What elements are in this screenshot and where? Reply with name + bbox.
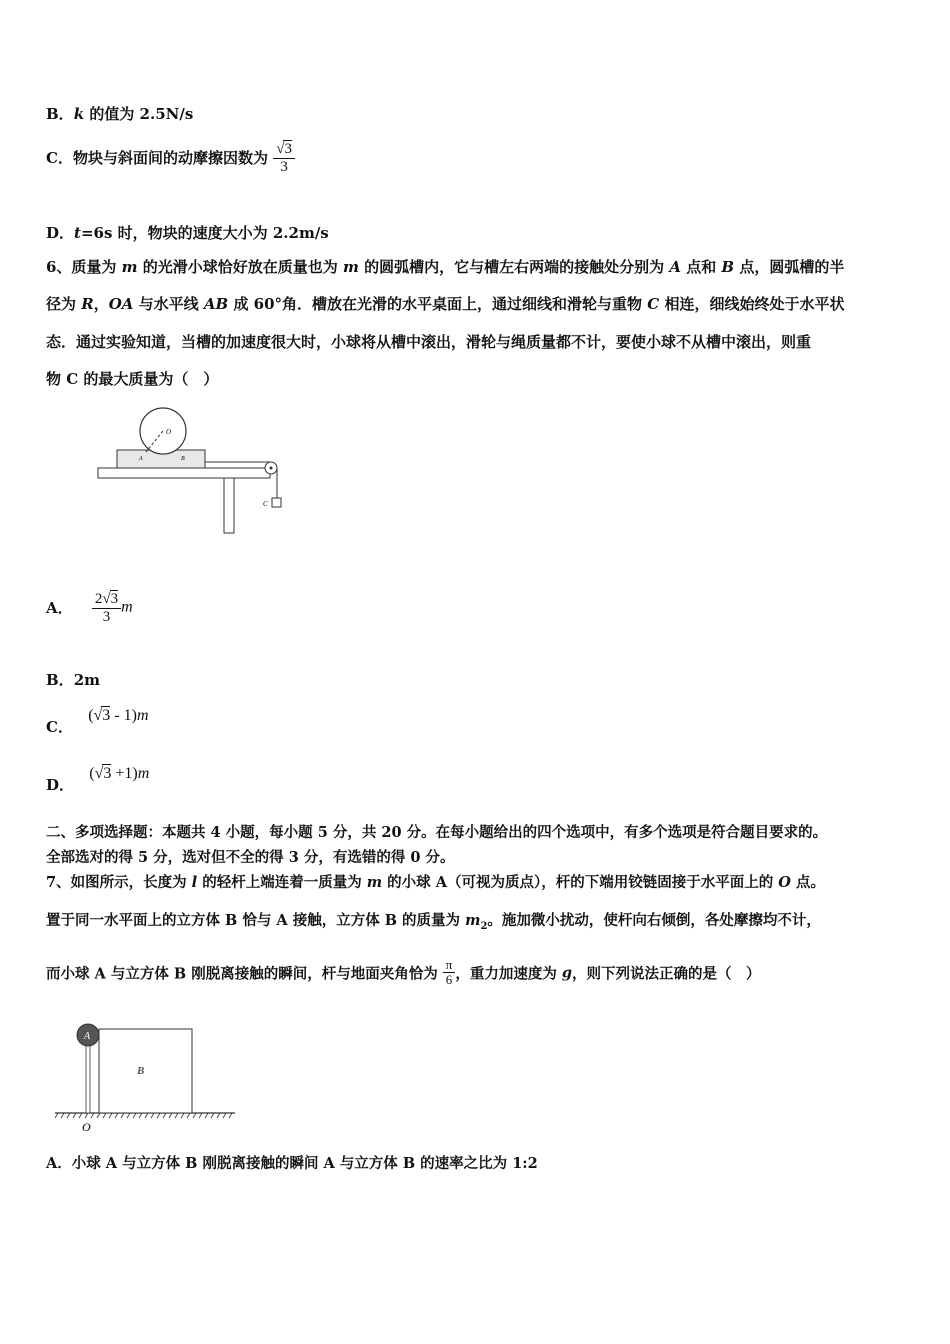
q6-stem-line1: 6、质量为 m 的光滑小球恰好放在质量也为 m 的圆弧槽内，它与槽左右两端的接触处分别为 A 点和 B 点，圆弧槽的半	[46, 258, 845, 276]
q5-option-b: B．k 的值为 2.5N/s	[46, 105, 194, 123]
q6-stem-line4: 物 C 的最大质量为（ ）	[46, 370, 219, 388]
label-a: A	[84, 1031, 91, 1042]
cube-b	[99, 1029, 192, 1113]
q7-stem-line2: 置于同一水平面上的立方体 B 恰与 A 接触，立方体 B 的质量为 $m_2$。施加微小扰动，使杆向右倾倒，各处摩擦均不计，	[46, 912, 821, 932]
q5-option-d: D．t=6s 时，物块的速度大小为 2.2m/s	[46, 224, 329, 242]
q6-stem-line3: 态．通过实验知道，当槽的加速度很大时，小球将从槽中滚出，滑轮与绳质量都不计，要使小球不从槽中滚出，则重	[46, 333, 812, 351]
q6-option-a: A． $\frac{2√3}{3}$ m	[46, 591, 133, 625]
weight-c	[272, 498, 281, 507]
q7-stem-line1: 7、如图所示，长度为 l 的轻杆上端连着一质量为 m 的小球 A（可视为质点），杆的下端用铰链固接于水平面上的 O 点。	[46, 874, 825, 891]
label-b: B	[137, 1065, 145, 1077]
rod	[86, 1044, 90, 1113]
section2-line1: 二、多项选择题：本题共 4 小题，每小题 5 分，共 20 分。在每小题给出的四个选项中，有多个选项是符合题目要求的。	[46, 824, 828, 841]
pulley-axle	[270, 467, 273, 470]
fraction-sqrt3-over-3: $\frac{√3}{3}$	[273, 140, 295, 175]
ground-hatching	[55, 1113, 232, 1118]
label-b: B	[181, 456, 185, 462]
fraction-pi-over-6: $\frac{\pi}{6}$	[443, 958, 456, 988]
q7-option-a: A．小球 A 与立方体 B 刚脱离接触的瞬间 A 与立方体 B 的速率之比为 1:2	[46, 1155, 538, 1172]
q6-option-c: C． (√3 - 1)m	[46, 707, 149, 736]
label-c: C	[263, 500, 268, 508]
label-a: A	[139, 456, 143, 462]
label-o: O	[166, 428, 172, 436]
fraction-2sqrt3-over-3: $\frac{2√3}{3}$	[92, 590, 121, 625]
table-top	[98, 468, 270, 478]
table-leg	[224, 478, 234, 533]
section2-line2: 全部选对的得 5 分，选对但不全的得 3 分，有选错的得 0 分。	[46, 849, 455, 866]
q5-option-c: C．物块与斜面间的动摩擦因数为 $\frac{√3}{3}$	[46, 140, 295, 175]
q6-option-b: B．2m	[46, 671, 100, 689]
q7-stem-line3: 而小球 A 与立方体 B 刚脱离接触的瞬间，杆与地面夹角恰为 $\frac{\pi}{6}$ ，重力加速度为 g，则下列说法正确的是（ ）	[46, 957, 761, 988]
label-o: O	[82, 1120, 91, 1134]
q6-figure	[95, 400, 295, 540]
q6-stem-line2: 径为 R，OA 与水平线 AB 成 60°角．槽放在光滑的水平桌面上，通过细线和滑轮与重物 C 相连，细线始终处于水平状	[46, 295, 845, 313]
q6-option-d: D． (√3 +1)m	[46, 765, 150, 794]
q7-figure	[52, 1020, 242, 1135]
